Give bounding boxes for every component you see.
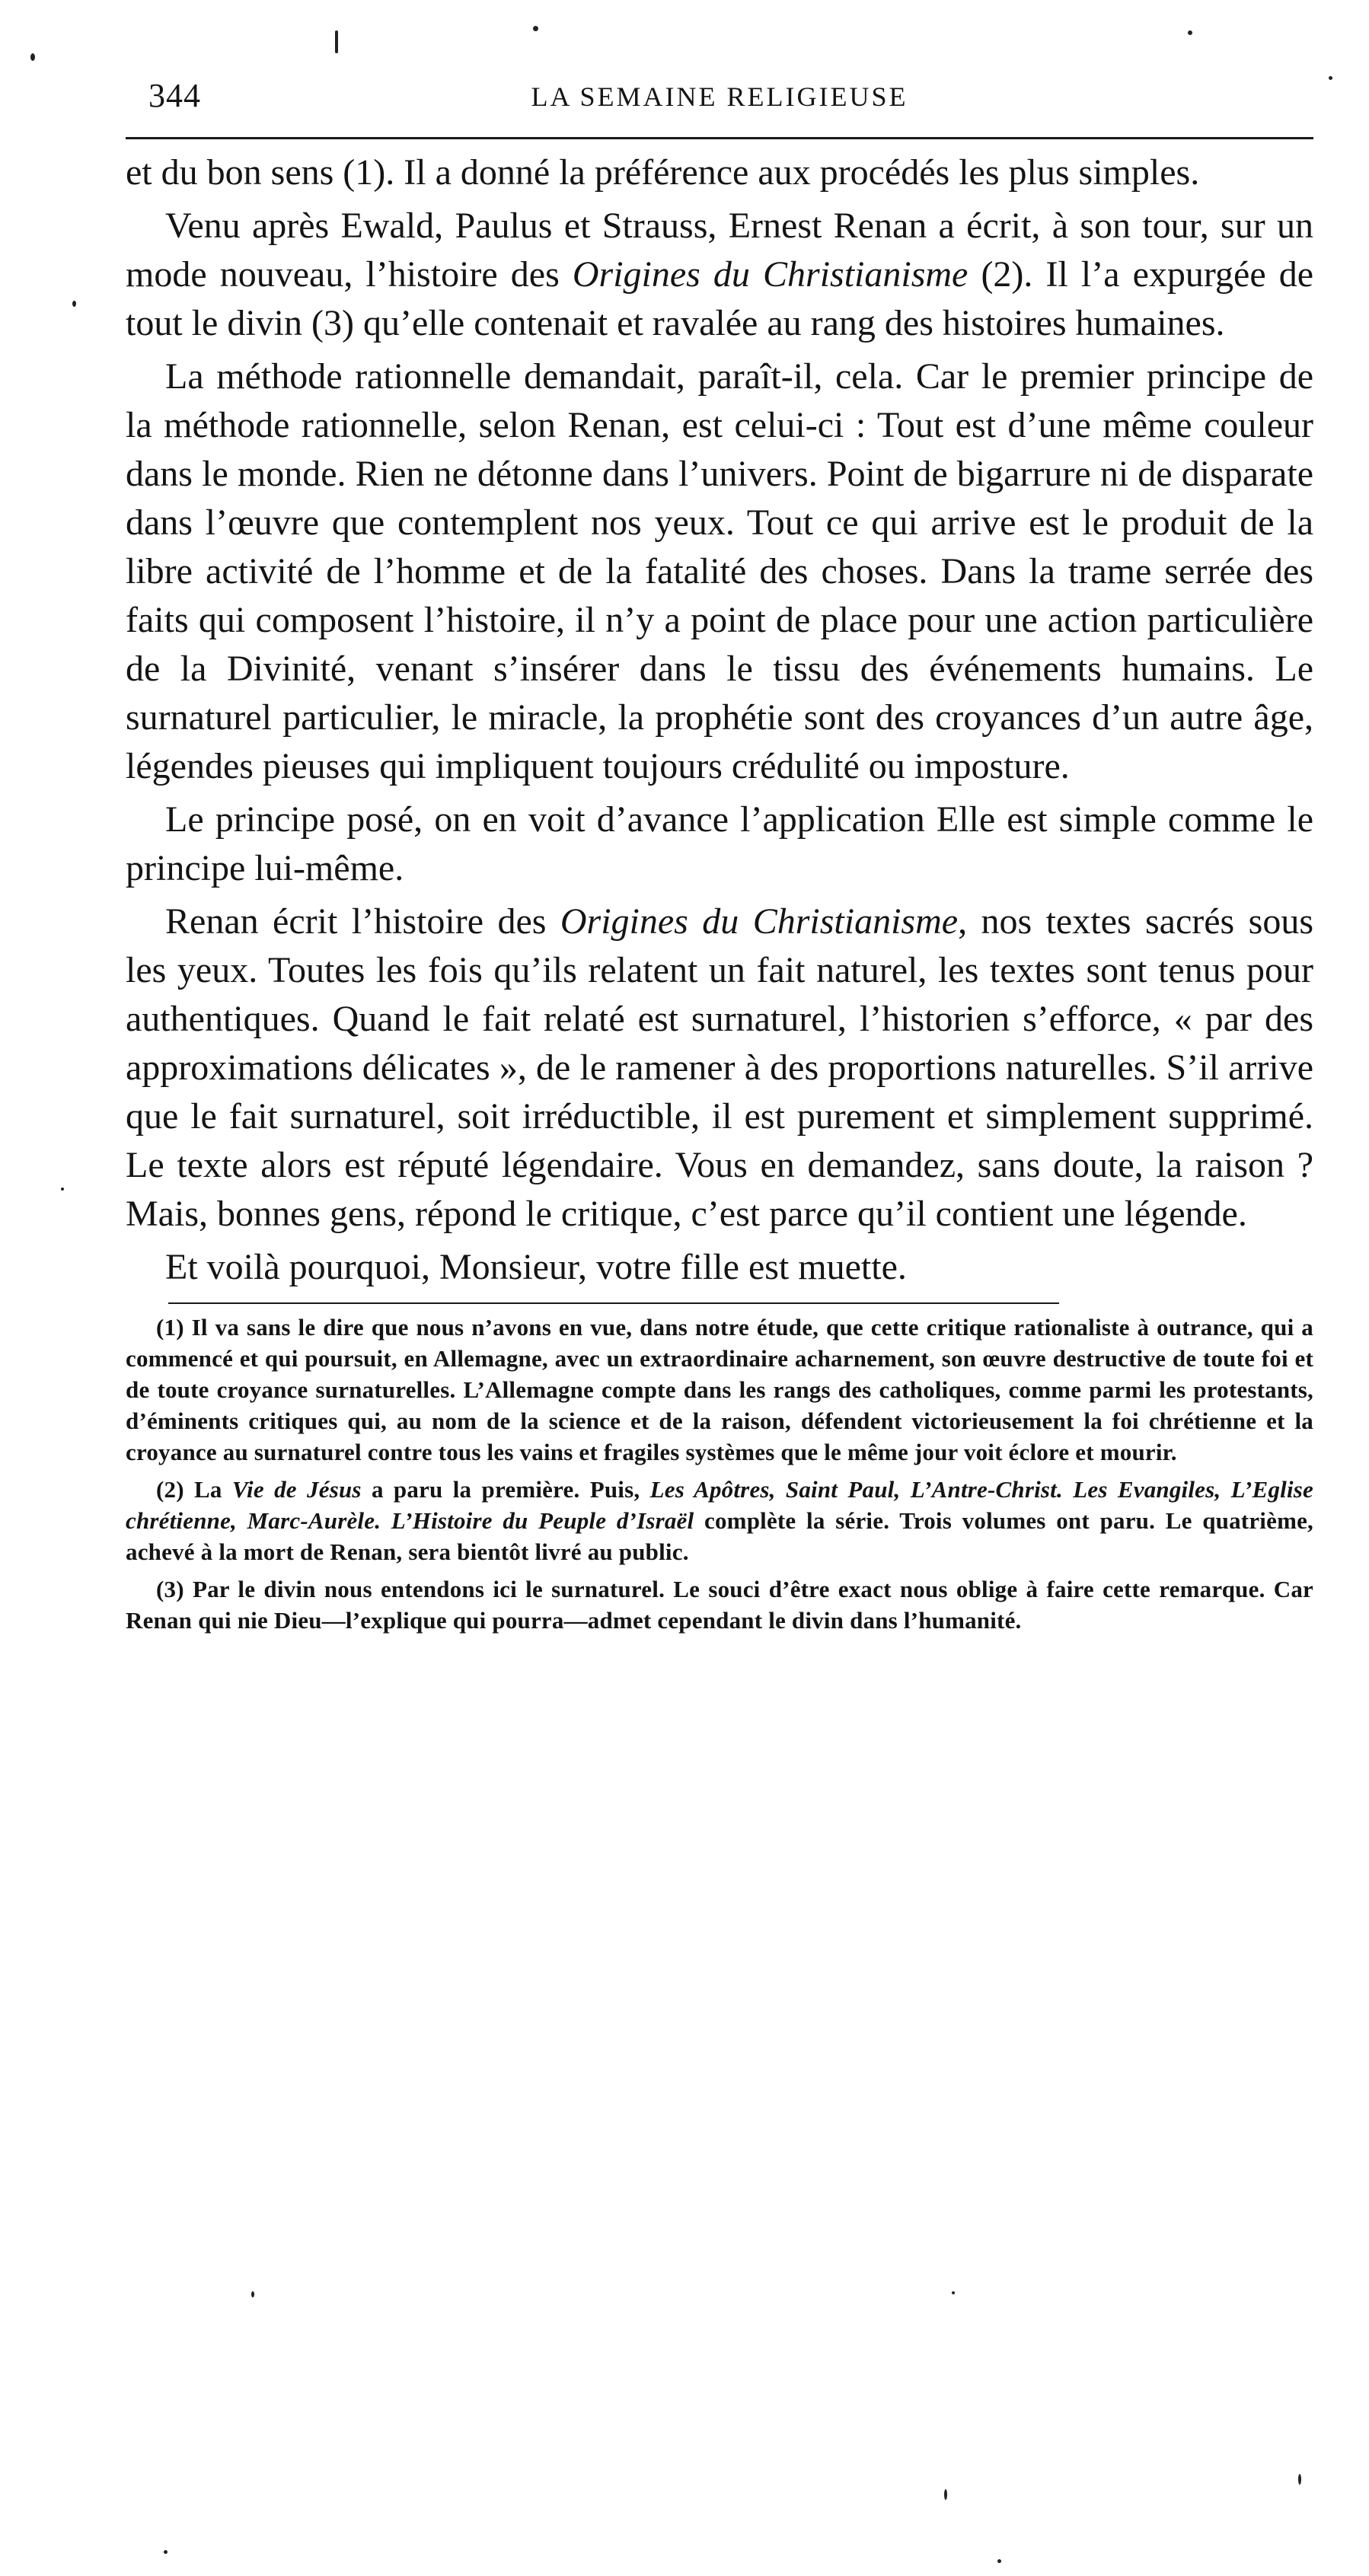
footnote: [126, 1312, 1313, 1468]
scan-speck: [997, 2559, 1001, 2563]
italic-title: Origines du Christianisme: [560, 901, 959, 942]
text-run: La méthode rationnelle demandait, paraît-il, cela. Car le premier principe de la méthode rationnelle, selon Renan, est celui-ci : Tout est d’une même couleur dans le monde. Rien ne détonne dans l’univers. Point de bigarrure ni de disparate dans l’œuvre que contemplent nos yeux. Tout ce qui arrive est le produit de la libre activité de l’homme et de la fatalité des choses. Dans la trame serrée des faits qui composent l’histoire, il n’y a point de place pour une action particulière de la Divinité, venant s’insérer dans le tissu des événements humains. Le surnaturel particulier, le miracle, la prophétie sont des croyances d’un autre âge, légendes pieuses qui impliquent toujours crédulité ou imposture.: [126, 356, 1313, 786]
scan-speck: [164, 2550, 168, 2554]
scan-speck: [335, 30, 338, 53]
text-run: Le principe posé, on en voit d’avance l’application Elle est simple comme le principe lui-même.: [126, 799, 1313, 888]
text-run: Renan écrit l’histoire des: [165, 901, 560, 942]
scan-speck: [1298, 2474, 1301, 2485]
scan-speck: [72, 301, 76, 307]
footnote-separator: [168, 1302, 1059, 1304]
scan-speck: [1188, 30, 1192, 35]
scan-speck: [251, 2291, 254, 2297]
text-run: a paru la première. Puis,: [361, 1476, 650, 1503]
page-header: [126, 46, 1313, 139]
book-page: [126, 46, 1313, 1642]
italic-title: Vie de Jésus: [231, 1476, 362, 1503]
text-run: (2) La: [156, 1476, 232, 1503]
text-run: Et voilà pourquoi, Monsieur, votre fille est muette.: [165, 1247, 907, 1287]
paragraph: [126, 1243, 1313, 1292]
scan-speck: [61, 1188, 64, 1191]
text-run: (1) Il va sans le dire que nous n’avons en vue, dans notre étude, que cette critique rationaliste à outrance, qui a commencé et qui poursuit, en Allemagne, avec un extraordinaire acharnement, son œuvre destructive de toute foi et de toute croyance surnaturelles. L’Allemagne compte dans les rangs des catholiques, comme parmi les protestants, d’éminents critiques qui, au nom de la science et de la raison, défendent victorieusement la foi chrétienne et la croyance au surnaturel contre tous les vains et fragiles systèmes que le même jour voit éclore et mourir.: [126, 1314, 1313, 1465]
footnote: [126, 1474, 1313, 1567]
scan-speck: [952, 2291, 955, 2294]
text-run: Venu après Ewald, Paulus et Strauss, Ernest Renan a écrit, à son tour, sur un mode nouveau, l’histoire des: [126, 206, 1313, 295]
italic-title: Origines du Christianisme: [572, 254, 969, 295]
paragraph: [126, 352, 1313, 791]
running-title: LA SEMAINE RELIGIEUSE: [531, 81, 908, 112]
scan-speck: [533, 26, 538, 31]
scan-speck: [30, 53, 35, 61]
text-run: (2). Il l’a expurgée de tout le divin (3) qu’elle contenait et ravalée au rang des histoires humaines.: [126, 254, 1314, 343]
footnote: [126, 1573, 1313, 1636]
text-run: , nos textes sacrés sous les yeux. Toutes les fois qu’ils relatent un fait naturel, les textes sont tenus pour authentiques. Quand le fait relaté est surnaturel, l’historien s’efforce, « par des approximations délicates », de le ramener à des proportions naturelles. S’il arrive que le fait surnaturel, soit irréductible, il est purement et simplement supprimé. Le texte alors est réputé légendaire. Vous en demandez, sans doute, la raison ? Mais, bonnes gens, répond le critique, c’est parce qu’il contient une légende.: [126, 901, 1314, 1234]
paragraph: [126, 148, 1313, 197]
italic-title: Les Apôtres, Saint Paul, L’Antre-Christ. Les Evangiles, L’Eglise chrétienne, Marc-Aurèle. L’Histoire du Peuple d’Israël: [126, 1476, 1313, 1534]
text-run: complète la série. Trois volumes ont paru. Le quatrième, achevé à la mort de Renan, sera bientôt livré au public.: [126, 1507, 1313, 1565]
footnotes: [126, 1302, 1313, 1636]
paragraph: [126, 202, 1313, 348]
body-text: [126, 148, 1313, 1292]
text-run: et du bon sens (1). Il a donné la préférence aux procédés les plus simples.: [126, 152, 1200, 193]
paragraph: [126, 897, 1313, 1239]
page-number: 344: [148, 77, 201, 114]
scan-speck: [1329, 76, 1332, 80]
text-run: (3) Par le divin nous entendons ici le surnaturel. Le souci d’être exact nous oblige à faire cette remarque. Car Renan qui nie Dieu—l’explique qui pourra—admet cependant le divin dans l’humanité.: [126, 1576, 1313, 1634]
scan-speck: [944, 2489, 947, 2500]
paragraph: [126, 795, 1313, 893]
